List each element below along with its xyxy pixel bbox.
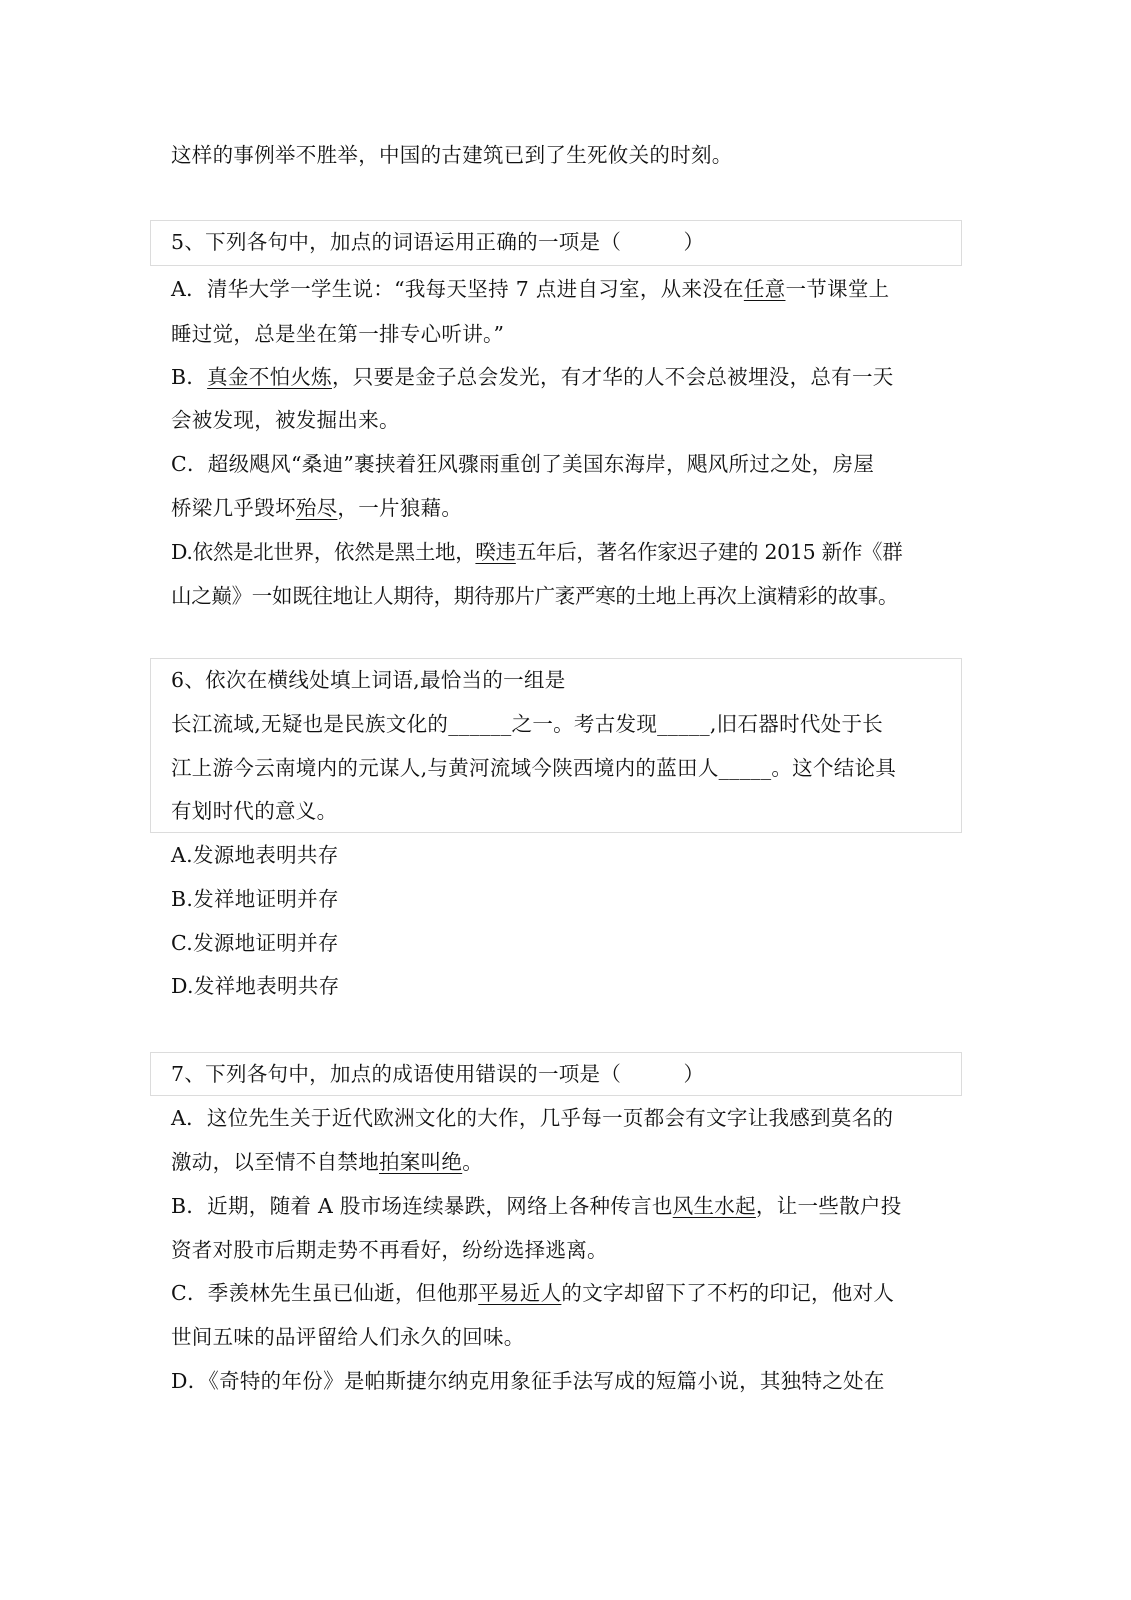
q5-d-text: D.依然是北世界，依然是黑土地， <box>171 540 476 564</box>
q6-passage-line: 长江流域,无疑也是民族文化的______之一。考古发现_____,旧石器时代处于长 <box>171 712 884 736</box>
q5-option-c-line2 <box>171 494 961 522</box>
q7-c-text: C．季羡林先生虽已仙逝，但他那 <box>171 1281 479 1305</box>
q7-option-a-line2 <box>171 1148 961 1176</box>
q7-a-keyword: 拍案叫绝 <box>379 1150 463 1174</box>
q7-stem: 7、下列各句中，加点的成语使用错误的一项是（ ） <box>171 1062 705 1086</box>
q7-option-c-line2: 世间五味的品评留给人们永久的回味。 <box>171 1325 525 1349</box>
q6-option-c: C.发源地证明并存 <box>171 931 339 955</box>
q5-a-text: A．清华大学一学生说：“我每天坚持 7 点进自习室，从来没在 <box>171 277 744 301</box>
q5-c-text-post: ，一片狼藉。 <box>337 496 463 520</box>
q7-option-b-line2: 资者对股市后期走势不再看好，纷纷选择逃离。 <box>171 1238 608 1262</box>
intro-text: 这样的事例举不胜举，中国的古建筑已到了生死攸关的时刻。 <box>171 143 733 167</box>
q7-option-d-line1: D．《奇特的年份》是帕斯捷尔纳克用象征手法写成的短篇小说，其独特之处在 <box>171 1369 885 1393</box>
q5-b-text-post: ，只要是金子总会发光，有才华的人不会总被埋没，总有一天 <box>331 365 894 389</box>
q5-d-text-post: 五年后，著名作家迟子建的 2015 新作《群 <box>515 540 903 564</box>
q5-a-keyword: 任意 <box>743 277 786 301</box>
q6-passage-line: 有划时代的意义。 <box>171 799 338 823</box>
q6-option-d: D.发祥地表明共存 <box>171 974 340 998</box>
q7-c-text-post: 的文字却留下了不朽的印记，他对人 <box>561 1281 895 1305</box>
q7-c-keyword: 平易近人 <box>478 1281 562 1305</box>
q7-option-c-line1 <box>171 1279 961 1307</box>
q5-option-d-line2: 山之巅》一如既往地让人期待，期待那片广袤严寒的土地上再次上演精彩的故事。 <box>171 584 899 608</box>
q5-c-text: 桥梁几乎毁坏 <box>171 496 296 520</box>
q5-option-d-line1 <box>171 538 961 566</box>
q5-b-text: B． <box>171 365 208 389</box>
q5-option-c-line1: C．超级飓风“桑迪”裹挟着狂风骤雨重创了美国东海岸，飓风所过之处，房屋 <box>171 452 875 476</box>
q5-option-a-line1 <box>171 275 961 303</box>
q7-option-b-line1 <box>171 1192 961 1220</box>
q5-b-keyword: 真金不怕火炼 <box>207 365 332 389</box>
q5-stem: 5、下列各句中，加点的词语运用正确的一项是（ ） <box>171 230 705 254</box>
q5-option-b-line2: 会被发现，被发掘出来。 <box>171 408 400 432</box>
q6-option-a: A.发源地表明共存 <box>171 843 339 867</box>
q5-a-text-post: 一节课堂上 <box>785 277 890 301</box>
q7-b-keyword: 风生水起 <box>672 1194 756 1218</box>
q5-d-keyword: 暌违 <box>475 540 516 564</box>
q6-passage-line: 江上游今云南境内的元谋人,与黄河流域今陕西境内的蓝田人_____。这个结论具 <box>171 756 897 780</box>
q6-stem: 6、依次在横线处填上词语,最恰当的一组是 <box>171 668 566 692</box>
q7-b-text-post: ，让一些散户投 <box>755 1194 902 1218</box>
q7-option-a-line1: A．这位先生关于近代欧洲文化的大作，几乎每一页都会有文字让我感到莫名的 <box>171 1106 894 1130</box>
q7-b-text: B．近期，随着 A 股市场连续暴跌，网络上各种传言也 <box>171 1194 673 1218</box>
q7-a-text-post: 。 <box>462 1150 484 1174</box>
q7-a-text: 激动，以至情不自禁地 <box>171 1150 379 1174</box>
q5-option-a-line2: 睡过觉，总是坐在第一排专心听讲。” <box>171 322 505 346</box>
q6-option-b: B.发祥地证明并存 <box>171 887 339 911</box>
q5-c-keyword: 殆尽 <box>295 496 338 520</box>
q5-option-b-line1 <box>171 363 961 391</box>
